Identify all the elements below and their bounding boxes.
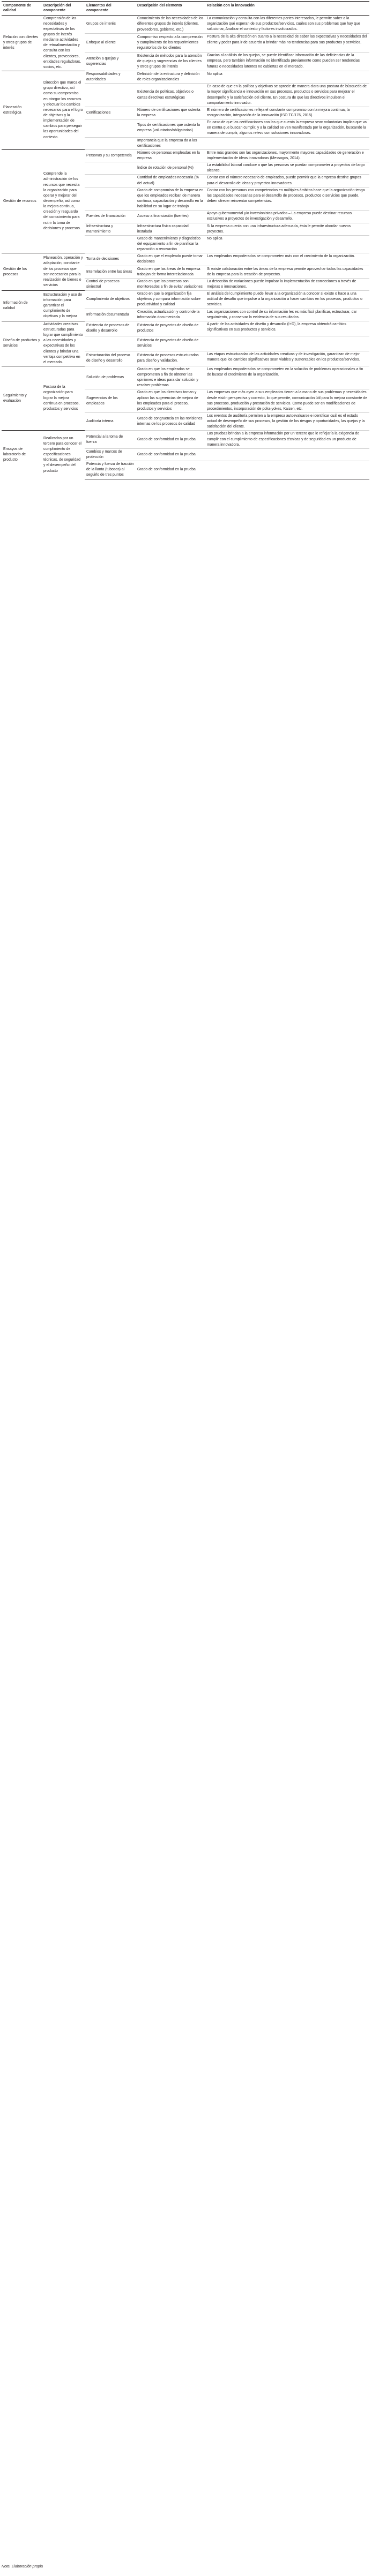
cell-descripcion-elemento: Conocimiento de las necesidades de los diferentes grupos de interés (clientes, proveedores, gobierno, etc.) bbox=[136, 15, 205, 34]
cell-relacion-innovacion: Si existe colaboración entre las áreas de la empresa permite aprovechar todas las capacidades de la empresa para la creación de proyectos. bbox=[205, 266, 369, 278]
cell-relacion-innovacion: El número de certificaciones refleja el constante compromiso con la mejora continua, la reorganización, integración de la innovación (ISO TC/176, 2015). bbox=[205, 107, 369, 119]
cell-relacion-innovacion: Las organizaciones con control de su información les es más fácil planificar, estructurar, dar seguimiento, y conservar la evidencia de sus resultados. bbox=[205, 309, 369, 321]
cell-descripcion-elemento: Grado de conformidad en la prueba bbox=[136, 461, 205, 479]
table-row bbox=[2, 291, 369, 309]
cell-relacion-innovacion: La comunicación y consulta con las diferentes partes interesadas, le permite saber a la organización qué esperan de sus productos/servicios, cuáles son sus problemas que hay que solucionar, Analizar el contexto y factores involucrados. bbox=[205, 15, 369, 34]
header-descripcion-componente: Descripción del componente bbox=[42, 2, 85, 16]
cell-descripcion-elemento: Grado en que los directivos toman y aplican las sugerencias de mejora de los empleados para el proceso, productos y servicios bbox=[136, 389, 205, 413]
cell-elemento: Responsabilidades y autoridades bbox=[85, 71, 136, 84]
cell-relacion-innovacion: Los empleados empoderados se comprometen más con el crecimiento de la organización. bbox=[205, 253, 369, 266]
cell-descripcion-elemento: Existencia de políticas, objetivos o cartas directivas estratégicas bbox=[136, 84, 205, 107]
cell-elemento: Potencial a la toma de fuerza bbox=[85, 431, 136, 448]
cell-componente-calidad: Planeación estratégica bbox=[2, 71, 42, 150]
cell-descripcion-elemento: Grado en que los procesos son monitoreados a fin de evitar variaciones bbox=[136, 278, 205, 290]
cell-relacion-innovacion: Los eventos de auditoría permiten a la empresa autoevaluarse e identificar cuál es el estado actual de desempeño de sus procesos, la gestión de los riesgos y oportunidades, las quejas y la satisfacción del cliente. bbox=[205, 413, 369, 431]
cell-relacion-innovacion bbox=[205, 461, 369, 479]
cell-relacion-innovacion: En caso de que en la política y objetivos se aprecie de manera clara una postura de búsqueda de la mayor significancia e innovación en sus procesos, productos o servicios para mejorar el desempeño y la satisfacción del cliente. En postura de que las directivos impulsen el comportamiento innovador. bbox=[205, 84, 369, 107]
cell-elemento: Certificaciones bbox=[85, 107, 136, 119]
cell-relacion-innovacion: Contar con las personas con competencias en múltiples ámbitos hace que la organización tenga las capacidades necesarias para el desarrollo de procesos, productos o servicios que puede, deben ofrecer reinventar competencias. bbox=[205, 187, 369, 211]
cell-descripcion-elemento: Grado en que las áreas de la empresa trabajan de forma interrelacionada bbox=[136, 266, 205, 278]
cell-elemento: Existencia de procesos de diseño y desarrollo bbox=[85, 321, 136, 336]
cell-relacion-innovacion: Contar con el número necesario de empleados, puede permitir que la empresa destine grupos para el desarrollo de ideas y proyectos innovadores. bbox=[205, 175, 369, 187]
cell-descripcion-elemento: Creación, actualización y control de la información documentada bbox=[136, 309, 205, 321]
table-header-row bbox=[2, 2, 369, 16]
cell-componente-calidad: Diseño de productos y servicios bbox=[2, 321, 42, 366]
header-elementos: Elementos del componente bbox=[85, 2, 136, 16]
cell-relacion-innovacion: Las empresas que más oyen a sus empleados tienen a la mano de sus problemas y necesidades desde visión perspectiva y correcto, lo que permite, comunicación útil para la mejora constante de sus procesos, producción y prestación de servicios. Como puede ser en modificaciones de procedimientos, incorporación de poka-yokes, Kaizen, etc. bbox=[205, 389, 369, 413]
cell-descripcion-elemento: Grado de congruencia en las revisiones internas de los procesos de calidad bbox=[136, 413, 205, 431]
cell-descripcion-elemento: Compromiso respecto a la comprensión y cumplimiento de los requerimientos regulatorios de los clientes bbox=[136, 34, 205, 52]
cell-relacion-innovacion: La estabilidad laboral conduce a que las personas se puedan comprometer a proyectos de largo alcance. bbox=[205, 162, 369, 175]
cell-elemento bbox=[85, 187, 136, 211]
table-row bbox=[2, 366, 369, 389]
cell-descripcion-componente: Realizadas por un tercero para conocer el cumplimiento de especificaciones técnicas, de seguridad y el desempeño del producto bbox=[42, 431, 85, 479]
cell-descripcion-elemento: Grado en que el empleado puede tomar decisiones bbox=[136, 253, 205, 266]
cell-descripcion-componente: Comprensión de las necesidades y expectativas de los grupos de interés mediante actividades de retroalimentación y consulta con los clientes, proveedores, entidades reguladoras, socios, etc. bbox=[42, 15, 85, 71]
cell-relacion-innovacion: No aplica bbox=[205, 71, 369, 84]
table-body bbox=[2, 15, 369, 479]
cell-relacion-innovacion: Apoyo gubernamental y/o inversionistas privados – La empresa puede destinar recursos exclusivos a proyectos de investigación y desarrollo. bbox=[205, 211, 369, 223]
cell-elemento: Toma de decisiones bbox=[85, 253, 136, 266]
table-note: Nota. Elaboración propia bbox=[2, 2565, 43, 2569]
cell-descripcion-componente: Planeación, operación y adaptación, constante de los procesos que son necesarios para la realización de bienes o servicios bbox=[42, 253, 85, 291]
table-row bbox=[2, 253, 369, 266]
cell-descripcion-elemento: Grado de compromiso de la empresa en que los empleados reciban de manera continua, capacitación y desarrollo en la habilidad en su lugar de trabajo bbox=[136, 187, 205, 211]
table-row bbox=[2, 431, 369, 448]
cell-componente-calidad: Seguimiento y evaluación bbox=[2, 366, 42, 431]
cell-elemento: Fuentes de financiación bbox=[85, 211, 136, 223]
cell-relacion-innovacion bbox=[205, 137, 369, 149]
cell-descripcion-elemento: Existencia de procesos estructurados para diseño y validación. bbox=[136, 351, 205, 366]
cell-descripcion-elemento: Grado en que la organización fija objetivos y compara información sobre productividad y calidad bbox=[136, 291, 205, 309]
cell-componente-calidad: Relación con clientes y otros grupos de interés bbox=[2, 15, 42, 71]
cell-descripcion-elemento: Existencia de métodos para la atención de quejas y sugerencias de los clientes y otros grupos de interés bbox=[136, 52, 205, 71]
cell-elemento: Sugerencias de los empleados bbox=[85, 389, 136, 413]
cell-relacion-innovacion: Las etapas estructuradas de las actividades creativas y de investigación, garantizan de mejor manera que los cambios significativos sean viables y sustentables en los productos/servicios. bbox=[205, 351, 369, 366]
cell-elemento: Auditoría interna bbox=[85, 413, 136, 431]
cell-elemento: Atención a quejas y sugerencias bbox=[85, 52, 136, 71]
cell-componente-calidad: Ensayos de laboratorio de producto bbox=[2, 431, 42, 479]
cell-relacion-innovacion: En caso de que las certificaciones con las que cuenta la empresa sean voluntarias implica que va en contra que buscan cumplir, y a la calidad se ven manifestada por la organización, buscando la manera de cumplir, algunos relevo con soluciones innovadoras. bbox=[205, 119, 369, 137]
cell-elemento: Cambios y marcos de protección bbox=[85, 448, 136, 461]
cell-relacion-innovacion: A partir de las actividades de diseño y desarrollo (I+D), la empresa obtendrá cambios significativos en sus productos y servicios. bbox=[205, 321, 369, 336]
quality-components-table bbox=[2, 1, 369, 479]
cell-relacion-innovacion: No aplica bbox=[205, 235, 369, 253]
cell-descripcion-componente: Dirección que marca el grupo directivo, así como su compromiso en otorgar los recursos y efectuar los cambios necesarios para el logro de objetivos y la implementación de cambios para perseguir las oportunidades del contexto. bbox=[42, 71, 85, 150]
cell-elemento: Solución de problemas bbox=[85, 366, 136, 389]
cell-relacion-innovacion: Los empleados empoderados se comprometen en la solución de problemas operacionales a fin de buscar el crecimiento de la organización. bbox=[205, 366, 369, 389]
cell-componente-calidad: Gestión de recursos bbox=[2, 149, 42, 253]
cell-descripcion-elemento: Existencia de proyectos de diseño de productos bbox=[136, 321, 205, 336]
cell-elemento: Información documentada bbox=[85, 309, 136, 321]
cell-descripcion-elemento: Grado de conformidad en la prueba bbox=[136, 448, 205, 461]
cell-descripcion-elemento: Número de certificaciones que ostenta la empresa bbox=[136, 107, 205, 119]
cell-elemento: Interrelación entre las áreas bbox=[85, 266, 136, 278]
cell-elemento bbox=[85, 336, 136, 351]
cell-descripcion-elemento: Grado de mantenimiento y diagnóstico del equipamiento a fin de planificar la reparación o renovación bbox=[136, 235, 205, 253]
cell-elemento: Personas y su competencia bbox=[85, 149, 136, 162]
cell-relacion-innovacion: Entre más grandes son las organizaciones, mayormente mayores capacidades de generación e implementación de ideas innovadoras (Messogos, 2014). bbox=[205, 149, 369, 162]
cell-relacion-innovacion: Las pruebas brindan a la empresa información por un tercero que le reflejaría la exigencia de cumplir con el cumplimiento de especificaciones técnicas y de seguridad en un producto de manera innovadora. bbox=[205, 431, 369, 448]
cell-elemento: Infraestructura y mantenimiento bbox=[85, 223, 136, 235]
header-relacion-innovacion: Relación con la innovación bbox=[205, 2, 369, 16]
cell-descripcion-componente: Estructuración y uso de información para garantizar el cumplimiento de objetivos y la mejora bbox=[42, 291, 85, 321]
cell-descripcion-componente: Postura de la organización para lograr la mejora continua en procesos, productos y servicios bbox=[42, 366, 85, 431]
cell-descripcion-elemento: Grado de conformidad en la prueba bbox=[136, 431, 205, 448]
table-row bbox=[2, 15, 369, 34]
cell-elemento bbox=[85, 235, 136, 253]
cell-relacion-innovacion: Postura de la alta dirección en cuanto a la necesidad de saber las expectativas y necesidades del cliente y poder para ir de acuerdo a brindar más no tendencias para sus productos y servicios. bbox=[205, 34, 369, 52]
cell-descripcion-componente: Actividades creativas estructuradas para lograr que cumplimiento a las necesidades y expectativas de los clientes y brindar una ventaja competitiva en el mercado. bbox=[42, 321, 85, 366]
cell-descripcion-elemento: Importancia que la empresa da a las certificaciones bbox=[136, 137, 205, 149]
cell-elemento bbox=[85, 162, 136, 175]
cell-descripcion-elemento: Acceso a financiación (fuentes) bbox=[136, 211, 205, 223]
cell-elemento: Potencia y fuerza de tracción de la llanta (tubosos) al seguirlo de tres puntos bbox=[85, 461, 136, 479]
cell-elemento: Control de procesos siniestral bbox=[85, 278, 136, 290]
table-row bbox=[2, 71, 369, 84]
cell-elemento: Cumplimiento de objetivos bbox=[85, 291, 136, 309]
header-descripcion-elemento: Descripción del elemento bbox=[136, 2, 205, 16]
cell-descripcion-elemento: Número de personas empleadas en la empresa bbox=[136, 149, 205, 162]
cell-elemento bbox=[85, 119, 136, 137]
cell-descripcion-elemento: Índice de rotación de personal (%) bbox=[136, 162, 205, 175]
cell-relacion-innovacion bbox=[205, 448, 369, 461]
cell-descripcion-elemento: Definición de la estructura y definición de roles organizacionales bbox=[136, 71, 205, 84]
cell-elemento bbox=[85, 137, 136, 149]
cell-relacion-innovacion: Gracias al análisis de las quejas, se puede identificar información de las deficiencias de la empresa, pero también información no identificada previamente como pueden ser tendencias futuras o necesidades latentes no cubiertas en el mercado. bbox=[205, 52, 369, 71]
cell-componente-calidad: Gestión de los procesos bbox=[2, 253, 42, 291]
cell-descripcion-elemento: Tipos de certificaciones que ostenta la empresa (voluntarias/obligatorias) bbox=[136, 119, 205, 137]
cell-descripcion-elemento: Cantidad de empleados necesaria (% del actual) bbox=[136, 175, 205, 187]
cell-elemento: Estructuración del proceso de diseño y desarrollo bbox=[85, 351, 136, 366]
cell-relacion-innovacion bbox=[205, 336, 369, 351]
cell-descripcion-elemento: Grado en que los empleados se comprometen a fin de obtener las opiniones e ideas para dar solución y resolver problemas bbox=[136, 366, 205, 389]
cell-elemento: Grupos de interés bbox=[85, 15, 136, 34]
cell-descripcion-elemento: Existencia de proyectos de diseño de servicios bbox=[136, 336, 205, 351]
table-row bbox=[2, 149, 369, 162]
table-row bbox=[2, 321, 369, 336]
cell-elemento bbox=[85, 175, 136, 187]
cell-relacion-innovacion: La detección de variaciones puede impulsar la implementación de correcciones a través de mejoras o innovaciones. bbox=[205, 278, 369, 290]
header-componente-calidad: Componente de calidad bbox=[2, 2, 42, 16]
cell-descripcion-componente: Comprende la administración de los recursos que necesita la organización para operar y mejorar del desempeño, así como la mejora continua, creación y resguardo del conocimiento para nutrir la toma de decisiones y procesos. bbox=[42, 149, 85, 253]
cell-elemento: Enfoque al cliente bbox=[85, 34, 136, 52]
cell-relacion-innovacion: El análisis del cumplimiento puede llevar a la organización a conocer si existe o hace a una actitud de desafío que impulse a la organización a hacer cambios en los procesos, productos o servicios. bbox=[205, 291, 369, 309]
cell-relacion-innovacion: Si la empresa cuenta con una infraestructura adecuada, ésta le permite abordar nuevos proyectos. bbox=[205, 223, 369, 235]
cell-elemento bbox=[85, 84, 136, 107]
cell-componente-calidad: Información de calidad bbox=[2, 291, 42, 321]
cell-descripcion-elemento: Infraestructura física capacidad instalada bbox=[136, 223, 205, 235]
